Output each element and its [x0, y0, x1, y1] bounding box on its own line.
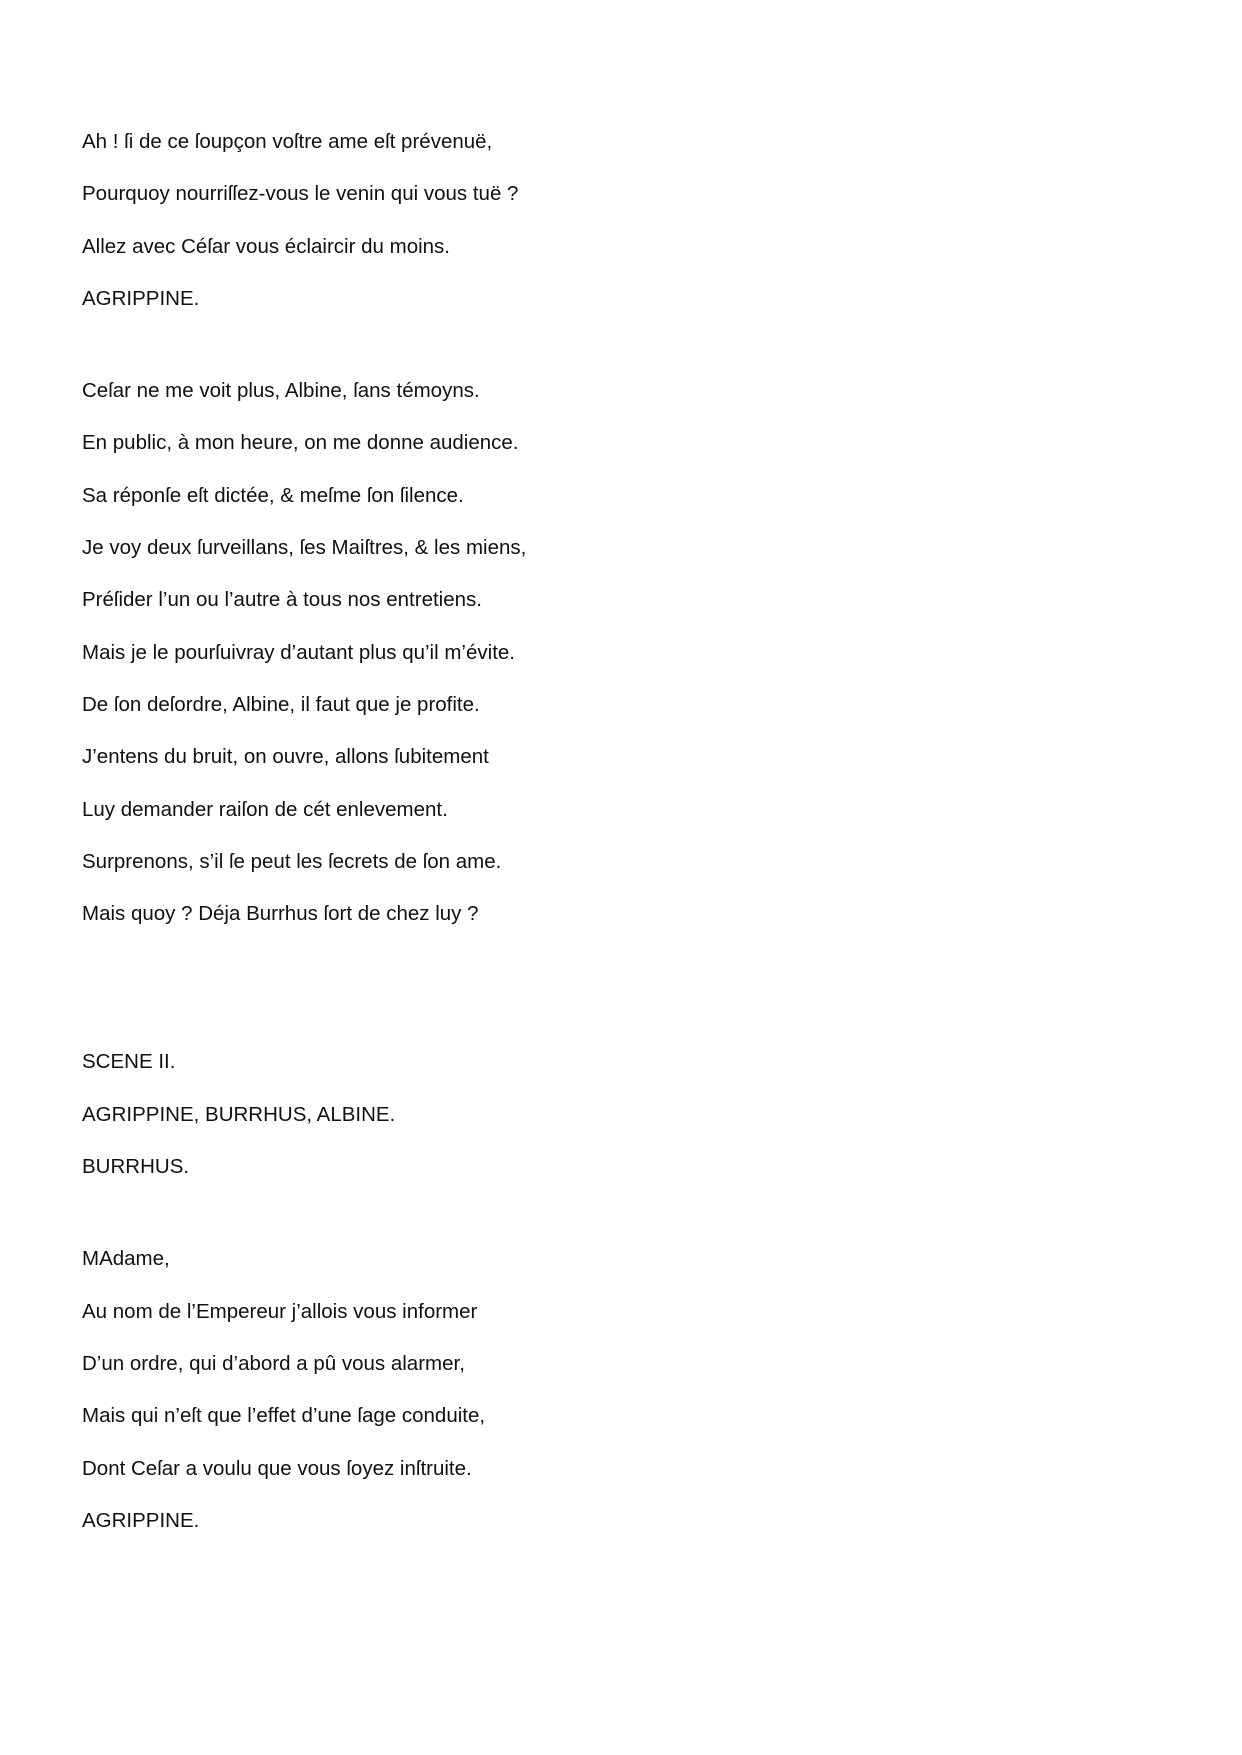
text-block-1 — [82, 130, 1162, 311]
verse-line: Mais je le pourſuivray d’autant plus qu’il m’évite. — [82, 640, 515, 664]
verse-line: D’un ordre, qui d’abord a pû vous alarmer, — [82, 1351, 465, 1375]
text-block-4 — [82, 1247, 1162, 1532]
verse-line: Surprenons, s’il ſe peut les ſecrets de ſon ame. — [82, 849, 502, 873]
verse-line: Ah ! ſi de ce ſoupçon voſtre ame eſt prévenuë, — [82, 130, 493, 153]
spacer — [82, 1207, 1162, 1247]
speaker-name: BURRHUS. — [82, 1155, 190, 1179]
verse-line: Dont Ceſar a voulu que vous ſoyez inſtruite. — [82, 1456, 472, 1480]
verse-line: Au nom de l’Empereur j’allois vous informer — [82, 1299, 478, 1323]
spacer — [82, 954, 1162, 1050]
verse-line: Allez avec Céſar vous éclaircir du moins. — [82, 234, 450, 258]
verse-line: Ceſar ne me voit plus, Albine, ſans témoyns. — [82, 379, 480, 403]
document-page — [82, 130, 1162, 1561]
character-list: AGRIPPINE, BURRHUS, ALBINE. — [82, 1102, 396, 1126]
verse-line: MAdame, — [82, 1247, 170, 1271]
verse-line: Je voy deux ſurveillans, ſes Maiſtres, & les miens, — [82, 536, 527, 560]
spacer — [82, 339, 1162, 379]
verse-line: En public, à mon heure, on me donne audience. — [82, 431, 519, 455]
verse-line: Mais qui n’eſt que l’effet d’une ſage conduite, — [82, 1404, 486, 1428]
verse-line: J’entens du bruit, on ouvre, allons ſubitement — [82, 745, 489, 769]
verse-line: Luy demander raiſon de cét enlevement. — [82, 797, 448, 821]
scene-heading: SCENE II. — [82, 1050, 176, 1074]
text-block-3 — [82, 1050, 1162, 1179]
verse-line: Pourquoy nourriſſez-vous le venin qui vous tuë ? — [82, 182, 519, 206]
speaker-name: AGRIPPINE. — [82, 1508, 200, 1532]
verse-line: De ſon deſordre, Albine, il faut que je profite. — [82, 692, 480, 716]
verse-line: Préſider l’un ou l’autre à tous nos entretiens. — [82, 588, 482, 612]
verse-line: Sa réponſe eſt dictée, & meſme ſon ſilence. — [82, 483, 464, 507]
text-block-2 — [82, 379, 1162, 926]
speaker-name: AGRIPPINE. — [82, 286, 200, 310]
verse-line: Mais quoy ? Déja Burrhus ſort de chez luy ? — [82, 902, 479, 926]
